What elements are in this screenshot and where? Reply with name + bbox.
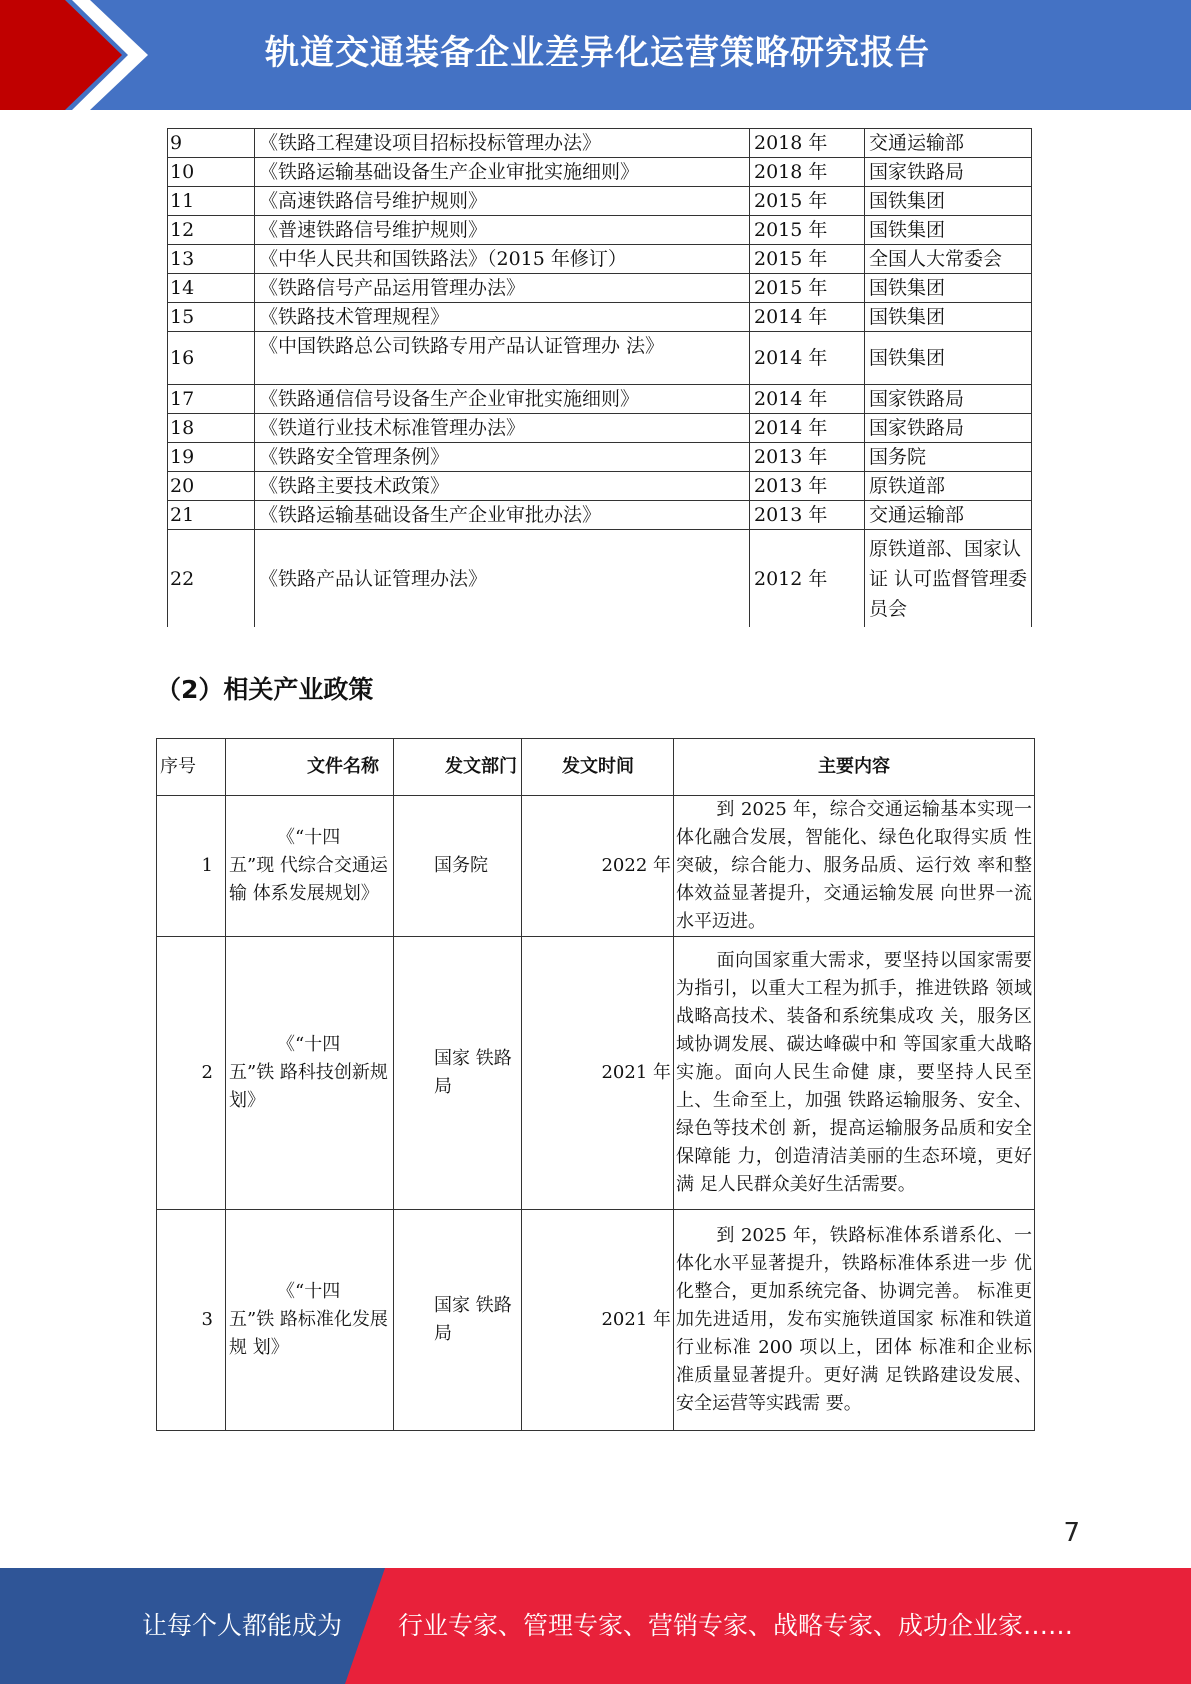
row-name: 《铁路运输基础设备生产企业审批办法》 (255, 501, 750, 530)
row-name: 《铁路安全管理条例》 (255, 443, 750, 472)
table-row (168, 245, 1032, 274)
page-footer (0, 1568, 1191, 1684)
row-num: 2 (157, 937, 226, 1210)
row-dept: 原铁道部、国家认证 认可监督管理委员会 (865, 530, 1032, 628)
row-dept: 国铁集团 (865, 303, 1032, 332)
row-year: 2014 年 (750, 303, 865, 332)
header-time: 发文时间 (522, 739, 674, 796)
row-content-text: 到 2025 年，综合交通运输基本实现一体化融合发展，智能化、绿色化取得实质 性突破，综合能力、服务品质、运行效 率和整体效益显著提升，交通运输发展 向世界一流水平迈进。 (676, 799, 1032, 932)
row-num: 21 (168, 501, 255, 530)
row-num: 20 (168, 472, 255, 501)
row-dept: 国家铁路局 (865, 385, 1032, 414)
row-content-text: 面向国家重大需求，要坚持以国家需要为指引，以重大工程为抓手，推进铁路 领域战略高技术、装备和系统集成攻 关，服务区域协调发展、碳达峰碳中和 等国家重大战略实施。面向人民生命健 康，要坚持人民至上、生命至上，加强 铁路运输服务、安全、绿色等技术创 新，提高运输服务品质和安全保障能 力，创造清洁美丽的生态环境，更好满 足人民群众美好生活需要。 (676, 950, 1032, 1195)
row-name-rest: 五”现 代综合交通运输 体系发展规划》 (229, 855, 388, 904)
table-row (168, 414, 1032, 443)
table-row (168, 472, 1032, 501)
row-num: 16 (168, 332, 255, 385)
row-name: 《高速铁路信号维护规则》 (255, 187, 750, 216)
section-heading: （2）相关产业政策 (156, 675, 374, 704)
table-header-row (157, 739, 1035, 796)
table-row (157, 796, 1035, 937)
row-num: 14 (168, 274, 255, 303)
regulations-table (167, 128, 1032, 627)
industry-policy-table (156, 738, 1035, 1431)
row-num: 22 (168, 530, 255, 628)
row-num: 3 (157, 1210, 226, 1431)
row-dept: 国铁集团 (865, 332, 1032, 385)
row-dept: 国铁集团 (865, 274, 1032, 303)
table-row (157, 1210, 1035, 1431)
row-name: 《铁路运输基础设备生产企业审批实施细则》 (255, 158, 750, 187)
header-dept: 发文部门 (394, 739, 522, 796)
row-dept: 全国人大常委会 (865, 245, 1032, 274)
row-year: 2014 年 (750, 385, 865, 414)
table-row (168, 530, 1032, 628)
row-content-text: 到 2025 年，铁路标准体系谱系化、一体化水平显著提升，铁路标准体系进一步 优化整合，更加系统完备、协调完善。 标准更加先进适用，发布实施铁道国家 标准和铁道行业标准 200 项以上，团体 标准和企业标准质量显著提升。更好满 足铁路建设发展、安全运营等实践需 要。 (676, 1225, 1032, 1414)
row-year: 2015 年 (750, 216, 865, 245)
row-dept: 国家 铁路局 (394, 937, 522, 1210)
header-arrow-decoration (0, 0, 150, 110)
row-dept: 国务院 (394, 796, 522, 937)
row-year: 2013 年 (750, 443, 865, 472)
table-row (168, 158, 1032, 187)
row-name (226, 937, 394, 1210)
table-row (168, 332, 1032, 385)
row-dept: 交通运输部 (865, 129, 1032, 158)
table-row (168, 274, 1032, 303)
row-year: 2018 年 (750, 158, 865, 187)
row-num: 15 (168, 303, 255, 332)
row-name-line1: 《“十四 (277, 1281, 341, 1302)
row-num: 11 (168, 187, 255, 216)
row-year: 2015 年 (750, 245, 865, 274)
row-dept: 国家铁路局 (865, 414, 1032, 443)
row-num: 10 (168, 158, 255, 187)
row-num: 12 (168, 216, 255, 245)
row-num: 1 (157, 796, 226, 937)
table-row (168, 303, 1032, 332)
table-row (168, 501, 1032, 530)
row-name-line1: 《“十四 (277, 1034, 341, 1055)
row-name: 《铁道行业技术标准管理办法》 (255, 414, 750, 443)
table-row (168, 187, 1032, 216)
row-year: 2013 年 (750, 501, 865, 530)
page-number: 7 (1063, 1518, 1080, 1548)
row-content (674, 937, 1035, 1210)
row-num: 18 (168, 414, 255, 443)
table-row (168, 216, 1032, 245)
row-time: 2021 年 (522, 1210, 674, 1431)
row-name: 《铁路信号产品运用管理办法》 (255, 274, 750, 303)
row-year: 2015 年 (750, 274, 865, 303)
row-name-line1: 《“十四 (277, 827, 341, 848)
row-time: 2021 年 (522, 937, 674, 1210)
row-num: 9 (168, 129, 255, 158)
row-name-rest: 五”铁 路科技创新规 划》 (229, 1062, 388, 1111)
row-name (226, 1210, 394, 1431)
row-name (226, 796, 394, 937)
row-num: 17 (168, 385, 255, 414)
report-title: 轨道交通装备企业差异化运营策略研究报告 (265, 33, 930, 73)
footer-slogan-left: 让每个人都能成为 (142, 1611, 343, 1640)
row-year: 2014 年 (750, 332, 865, 385)
footer-slogan-right: 行业专家、管理专家、营销专家、战略专家、成功企业家…… (398, 1611, 1074, 1640)
row-year: 2018 年 (750, 129, 865, 158)
row-name: 《中国铁路总公司铁路专用产品认证管理办 法》 (255, 332, 750, 385)
row-year: 2014 年 (750, 414, 865, 443)
table-row (157, 937, 1035, 1210)
row-dept: 原铁道部 (865, 472, 1032, 501)
row-name: 《铁路产品认证管理办法》 (255, 530, 750, 628)
table-row (168, 385, 1032, 414)
header-name: 文件名称 (226, 739, 394, 796)
row-num: 13 (168, 245, 255, 274)
row-dept: 国务院 (865, 443, 1032, 472)
row-content (674, 1210, 1035, 1431)
row-dept: 国铁集团 (865, 216, 1032, 245)
header-content: 主要内容 (674, 739, 1035, 796)
row-name: 《中华人民共和国铁路法》（2015 年修订） (255, 245, 750, 274)
row-name: 《铁路通信信号设备生产企业审批实施细则》 (255, 385, 750, 414)
row-name: 《铁路主要技术政策》 (255, 472, 750, 501)
row-name: 《普速铁路信号维护规则》 (255, 216, 750, 245)
table-row (168, 129, 1032, 158)
row-content (674, 796, 1035, 937)
row-dept: 交通运输部 (865, 501, 1032, 530)
table-row (168, 443, 1032, 472)
row-name: 《铁路技术管理规程》 (255, 303, 750, 332)
row-year: 2013 年 (750, 472, 865, 501)
row-year: 2012 年 (750, 530, 865, 628)
row-name-rest: 五”铁 路标准化发展规 划》 (229, 1309, 388, 1358)
row-year: 2015 年 (750, 187, 865, 216)
row-dept: 国家铁路局 (865, 158, 1032, 187)
page-header (0, 0, 1191, 110)
row-dept: 国家 铁路局 (394, 1210, 522, 1431)
row-time: 2022 年 (522, 796, 674, 937)
row-name: 《铁路工程建设项目招标投标管理办法》 (255, 129, 750, 158)
row-num: 19 (168, 443, 255, 472)
row-dept: 国铁集团 (865, 187, 1032, 216)
header-num: 序号 (157, 739, 226, 796)
